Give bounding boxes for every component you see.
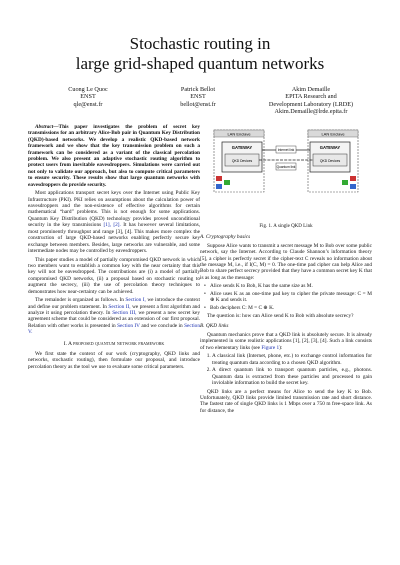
crypto-paragraph-2: The question is: how can Alice send K to Bob with absolute secrecy?: [207, 313, 354, 320]
qkd-link-diagram: [200, 124, 372, 222]
list-item: • Alice sends K to Bob, K has the same size as M.: [210, 283, 372, 289]
quantum-link-label: Quantum link: [276, 165, 296, 169]
section-heading: I. A proposed quantum network framework: [63, 340, 165, 347]
abstract-label: Abstract: [35, 124, 54, 130]
intro-paragraph-3: [28, 297, 200, 335]
device-icon: [216, 176, 222, 181]
section-link[interactable]: Section II,: [108, 303, 131, 310]
intro-text: The remainder is organized as follows. In: [35, 297, 124, 304]
author-1: [40, 86, 136, 108]
citation-link[interactable]: [1], [2].: [103, 222, 121, 229]
qkd-devices-right-label: QKD Devices: [319, 159, 341, 163]
list-item: • Bob deciphers C: M = C ⊕ K.: [210, 305, 372, 311]
bullet-list: [200, 283, 372, 311]
qkd-devices-left-label: QKD Devices: [231, 159, 253, 163]
intro-text: It has however several limitations, most prominently throughput and range [3], [4]. This makes more complex the construction of large QKD-based networks enabling perfectly secure key exchange between members. Besides, large networks are vulnerable, and some intermediate nodes may be controlled by eavesdroppers.: [28, 222, 201, 254]
intro-text: we present a first algorithm and analyze it using percolation theory. In: [28, 303, 200, 316]
figure-qkd-link: [200, 124, 372, 222]
author-email: Akim.Demaille@lrde.epita.fr: [274, 107, 348, 115]
author-2: [150, 86, 246, 108]
body-text: Quantum mechanics prove that a QKD link is absolutely secure. It is already implemented in some realistic applications [1], [2], [3], [4]. Such a link consists of two elementary links (see: [200, 331, 372, 351]
subsection-heading: A. Cryptography basics: [200, 234, 251, 241]
author-affiliation: ENST: [190, 93, 206, 101]
author-affiliation: EPITA Research and: [285, 93, 337, 101]
author-affiliation-2: Development Laboratory (LRDE): [268, 100, 354, 108]
title-line-2: large grid-shaped quantum networks: [75, 54, 325, 73]
gateway-right-label: GATEWAY: [319, 145, 341, 150]
section-paragraph: We first state the context of our work (cryptography, QKD links and networks, stochastic routing), then formulate our proposal, and introduce percolation theory as the tool we use to evaluate some critical parameters.: [28, 350, 200, 370]
intro-paragraph-2: This paper studies a model of partially compromised QKD network in which two members want to establish a common key with the near certainty that this key will not be eavesdropped. The contributions are (i) a model of partially compromised QKD networks, (ii) a proposal based on stochastic routing to augment the secrecy, (iii) the use of percolation theory techniques to demonstrates how near-certainty can be achieved.: [28, 256, 200, 295]
list-item: • Alice uses K as an one-time pad key to cipher the private message: C = M ⊕ K and sends it.: [210, 291, 372, 304]
author-email: qle@enst.fr: [73, 100, 103, 108]
figure-caption: Fig. 1. A single QKD Link: [259, 224, 313, 229]
abstract-text: This paper investigates the problem of secret key transmissions for an arbitrary Alice-Bob pair in Quantum Key Distribution (QKD)-based networks. We develop a realistic QKD-based network framework and we show that the key transmission problem on such a framework can be considered as a variant of the classical percolation problem. We also present an adaptive stochastic routing algorithm to protect users from inevitable eavesdroppers. Simulations were carried out not only to validate our approach, but also to compute critical parameters to ensure security. These results show that large quantum networks with eavesdroppers do provide security.: [28, 124, 200, 188]
figure-link[interactable]: Figure 1: [261, 344, 280, 351]
intro-text: Most applications transport secret keys over the Internet using Public Key Infrastructure (PKI). PKI relies on assumptions about the calculation power of eavesdroppers and the non-existence of effective algorithms for certain mathematical “hard” problems. This is not enough for some applications. Quantum Key Distribution (QKD) technology provides proved unconditional security in the key transmissions: [28, 190, 200, 229]
author-3: [246, 86, 376, 115]
intro-text: we introduce the context and define our problem statement. In: [28, 297, 201, 310]
intro-paragraph-1: [28, 190, 200, 254]
body-text: ):: [279, 344, 283, 351]
section-link[interactable]: Section III,: [112, 309, 137, 316]
left-column: [28, 124, 200, 372]
crypto-paragraph-1: Suppose Alice wants to transmit a secret message M to Bob over some public network, say the Internet. According to Claude Shannon’s information theory [5], a cipher is perfectly secret if the cipher-text C reveals no information about the message M, i.e., if I(C, M) = 0. The one-time pad cipher can help Alice and Bob to share perfect secrecy provided that they have a common secret key K that is as long as the message:: [200, 242, 372, 281]
intro-text: we present a new secret key agreement scheme that could be considered as an extension of our first proposal. Relation with other works is presented in: [28, 309, 200, 329]
lan-enclave-left-label: LAN Enclave: [227, 131, 251, 137]
lan-enclave-right-label: LAN Enclave: [321, 131, 345, 137]
device-icon: [342, 180, 348, 185]
intro-text: and we conclude in: [141, 322, 183, 329]
qkd-paragraph-2: QKD links are a perfect means for Alice to send the key K to Bob. Unfortunately, QKD links provide limited transmission rate and short distance. The fastest rate of single QKD links is 1 Mbps over a 750 m free-space link. As for distance, the: [200, 388, 372, 414]
right-column: [200, 124, 372, 416]
internet-link-label: Internet link: [277, 148, 295, 152]
author-name: Akim Demaille: [291, 86, 331, 93]
device-icon: [216, 184, 222, 189]
subsection-heading: B. QKD links: [200, 323, 229, 330]
abstract: Abstract—This paper investigates the problem of secret key transmissions for an arbitrary Alice-Bob pair in Quantum Key Distribution (QKD)-based networks. We develop a realistic QKD-based network framework and we show that the key transmission problem on such a framework can be considered as a variant of the classical percolation problem. We also present an adaptive stochastic routing algorithm to protect users from inevitable eavesdroppers. Simulations were carried out not only to validate our approach, but also to compute critical parameters to ensure security. These results show that large quantum networks with eavesdroppers do provide security.: [28, 124, 200, 188]
author-email: bellot@enst.fr: [180, 100, 216, 108]
author-name: Patrick Bellot: [180, 86, 216, 93]
author-affiliation: ENST: [80, 93, 96, 101]
section-link[interactable]: Section I,: [125, 297, 146, 304]
numbered-list: [200, 353, 372, 386]
paper-title: [0, 34, 400, 74]
list-item: 1. A classical link (Internet, phone, etc.) to exchange control information for treating quantum data according to a chosen QKD algorithm.: [212, 353, 372, 366]
qkd-paragraph-1: [200, 332, 372, 351]
section-link[interactable]: Section IV: [117, 322, 140, 329]
section-link[interactable]: Section V.: [28, 322, 200, 336]
author-name: Cuong Le Quoc: [68, 86, 108, 93]
list-item: 2. A direct quantum link to transport quantum particles, e.g., photons. Quantum data is extracted from these particles and processed to gain inviolable information to build the secret key.: [212, 367, 372, 386]
device-icon: [350, 184, 356, 189]
device-icon: [350, 176, 356, 181]
gateway-left-label: GATEWAY: [231, 145, 253, 150]
title-line-1: Stochastic routing in: [129, 34, 271, 53]
device-icon: [224, 180, 230, 185]
